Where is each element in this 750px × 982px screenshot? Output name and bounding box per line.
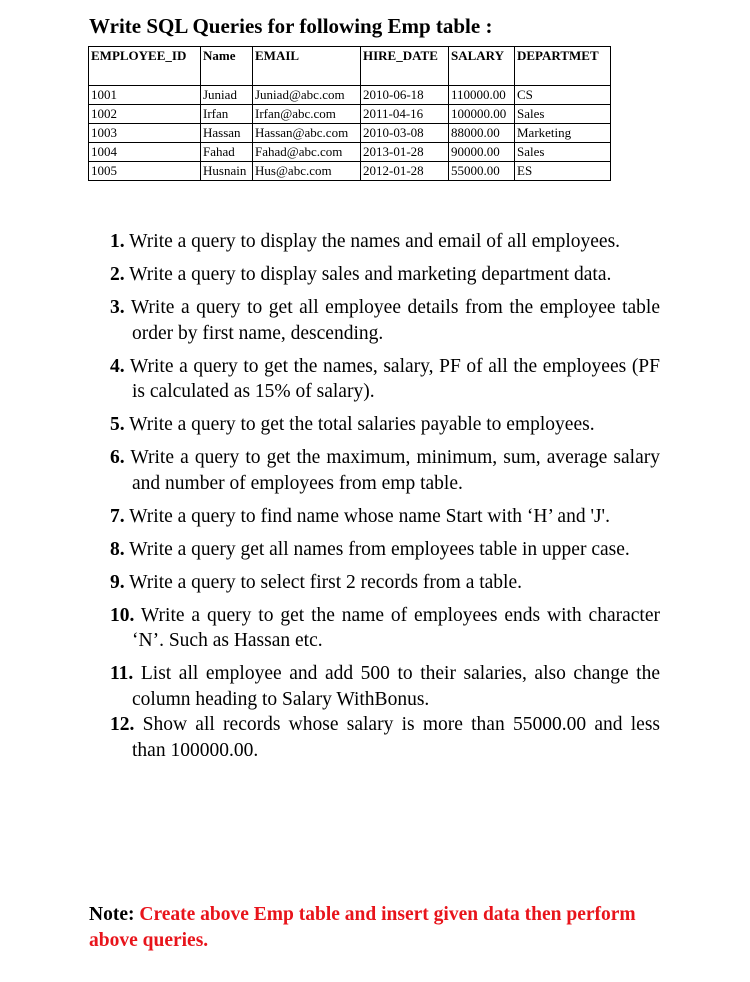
cell-employee-id: 1003 bbox=[89, 124, 201, 143]
table-row bbox=[89, 124, 611, 143]
cell-email: Irfan@abc.com bbox=[253, 105, 361, 124]
cell-employee-id: 1005 bbox=[89, 162, 201, 181]
cell-email: Juniad@abc.com bbox=[253, 86, 361, 105]
question-number: 4. bbox=[110, 355, 125, 377]
cell-salary: 55000.00 bbox=[449, 162, 515, 181]
question-item bbox=[110, 603, 660, 654]
question-text: Write a query to get the total salaries payable to employees. bbox=[129, 414, 595, 435]
cell-salary: 110000.00 bbox=[449, 86, 515, 105]
header-department: DEPARTMET bbox=[515, 47, 611, 86]
cell-salary: 90000.00 bbox=[449, 143, 515, 162]
question-item bbox=[110, 537, 660, 563]
question-text: Write a query get all names from employees table in upper case. bbox=[129, 538, 630, 560]
question-list bbox=[110, 229, 660, 763]
question-number: 9. bbox=[110, 571, 125, 593]
cell-name: Husnain bbox=[201, 162, 253, 181]
question-text: Write a query to get all employee details from the employee table order by first name, descending. bbox=[130, 297, 660, 344]
cell-name: Fahad bbox=[201, 143, 253, 162]
question-number: 11. bbox=[110, 663, 134, 684]
question-text: Write a query to find name whose name Start with ‘H’ and 'J'. bbox=[129, 505, 610, 527]
table-row bbox=[89, 86, 611, 105]
note-label: Note: bbox=[89, 904, 135, 925]
question-text: Write a query to get the names, salary, PF of all the employees (PF is calculated as 15% of salary). bbox=[129, 355, 660, 402]
cell-email: Hus@abc.com bbox=[253, 162, 361, 181]
table-row bbox=[89, 162, 611, 181]
question-text: Write a query to display the names and email of all employees. bbox=[129, 231, 621, 252]
question-item bbox=[110, 354, 660, 405]
question-number: 7. bbox=[110, 505, 125, 527]
cell-email: Fahad@abc.com bbox=[253, 143, 361, 162]
cell-employee-id: 1004 bbox=[89, 143, 201, 162]
cell-hire-date: 2010-06-18 bbox=[361, 86, 449, 105]
question-text: Show all records whose salary is more than 55000.00 and less than 100000.00. bbox=[132, 714, 660, 761]
header-hire-date: HIRE_DATE bbox=[361, 47, 449, 86]
cell-name: Hassan bbox=[201, 124, 253, 143]
note-text: Create above Emp table and insert given data then perform above queries. bbox=[89, 904, 636, 951]
question-item bbox=[110, 712, 660, 763]
question-item bbox=[110, 661, 660, 712]
cell-employee-id: 1001 bbox=[89, 86, 201, 105]
cell-hire-date: 2010-03-08 bbox=[361, 124, 449, 143]
emp-table bbox=[88, 46, 611, 181]
cell-email: Hassan@abc.com bbox=[253, 124, 361, 143]
question-item bbox=[110, 262, 660, 288]
cell-salary: 100000.00 bbox=[449, 105, 515, 124]
cell-department: CS bbox=[515, 86, 611, 105]
question-text: Write a query to get the name of employees ends with character ‘N’. Such as Hassan etc. bbox=[132, 604, 660, 651]
question-number: 5. bbox=[110, 414, 125, 435]
question-number: 1. bbox=[110, 231, 125, 252]
cell-hire-date: 2012-01-28 bbox=[361, 162, 449, 181]
cell-department: ES bbox=[515, 162, 611, 181]
page-title: Write SQL Queries for following Emp table : bbox=[89, 14, 493, 38]
header-employee-id: EMPLOYEE_ID bbox=[89, 47, 201, 86]
cell-department: Sales bbox=[515, 143, 611, 162]
header-email: EMAIL bbox=[253, 47, 361, 86]
question-number: 8. bbox=[110, 538, 125, 560]
cell-department: Sales bbox=[515, 105, 611, 124]
cell-hire-date: 2011-04-16 bbox=[361, 105, 449, 124]
question-text: Write a query to select first 2 records from a table. bbox=[129, 571, 523, 593]
question-text: List all employee and add 500 to their salaries, also change the column heading to Salary WithBonus. bbox=[132, 663, 661, 710]
question-item bbox=[110, 445, 660, 496]
cell-department: Marketing bbox=[515, 124, 611, 143]
question-number: 3. bbox=[110, 297, 125, 318]
question-number: 12. bbox=[110, 714, 135, 735]
cell-name: Juniad bbox=[201, 86, 253, 105]
cell-name: Irfan bbox=[201, 105, 253, 124]
cell-salary: 88000.00 bbox=[449, 124, 515, 143]
question-item bbox=[110, 229, 660, 255]
question-number: 10. bbox=[110, 604, 135, 626]
question-item bbox=[110, 295, 660, 346]
question-item bbox=[110, 570, 660, 596]
question-number: 2. bbox=[110, 264, 125, 285]
question-item bbox=[110, 504, 660, 530]
question-number: 6. bbox=[110, 447, 125, 468]
cell-hire-date: 2013-01-28 bbox=[361, 143, 449, 162]
table-header-row bbox=[89, 47, 611, 86]
table-row bbox=[89, 143, 611, 162]
header-name: Name bbox=[201, 47, 253, 86]
table-row bbox=[89, 105, 611, 124]
question-text: Write a query to display sales and marketing department data. bbox=[129, 264, 612, 285]
note-paragraph bbox=[89, 902, 689, 953]
cell-employee-id: 1002 bbox=[89, 105, 201, 124]
question-text: Write a query to get the maximum, minimum, sum, average salary and number of employees from emp table. bbox=[130, 447, 660, 494]
question-item bbox=[110, 412, 660, 438]
header-salary: SALARY bbox=[449, 47, 515, 86]
